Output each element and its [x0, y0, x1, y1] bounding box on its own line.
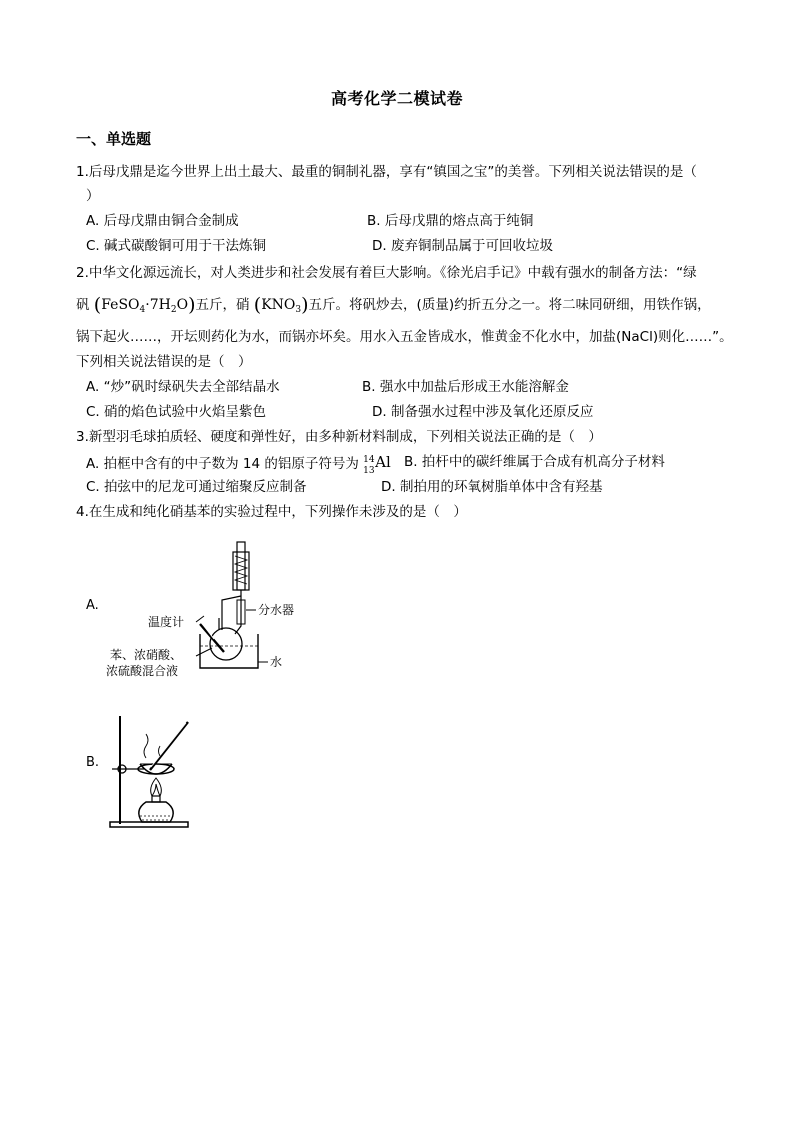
ring-stand-base — [110, 822, 188, 827]
question-4-option-b-label[interactable]: B. — [86, 755, 100, 770]
glass-rod — [150, 722, 188, 770]
alcohol-lamp — [139, 802, 173, 822]
question-2-stem-line4: 下列相关说法错误的是（ ） — [76, 354, 252, 370]
question-2-option-d[interactable]: D. 制备强水过程中涉及氧化还原反应 — [372, 404, 594, 420]
evaporation-apparatus-diagram — [104, 712, 204, 832]
separator-label: 分水器 — [258, 603, 295, 617]
question-2-stem-line2-rest: 五斤。将矾炒去，(质量)约折五分之一。将二味同研细，用铁作锅， — [308, 297, 711, 313]
question-2-option-a[interactable]: A. “炒”矾时绿矾失去全部结晶水 — [86, 379, 280, 395]
question-2-option-c[interactable]: C. 硝的焰色试验中火焰呈紫色 — [86, 404, 267, 420]
mixture-label-1: 苯、浓硝酸、 — [110, 648, 183, 662]
alum-text: 矾 — [76, 297, 90, 313]
question-2-option-b[interactable]: B. 强水中加盐后形成王水能溶解金 — [362, 379, 569, 395]
question-2-stem-line3: 锅下起火……，开坛则药化为水，而锅亦坏矣。用水入五金皆成水，惟黄金不化水中，加盐(NaCl)则化……”。 — [76, 329, 733, 345]
question-2-stem: 2.中华文化源远流长，对人类进步和社会发展有着巨大影响。《徐光启手记》中载有强水的制备方法：“绿 — [76, 265, 697, 281]
question-3-option-b[interactable]: B. 拍杆中的碳纤维属于合成有机高分子材料 — [404, 454, 665, 470]
question-3-option-c[interactable]: C. 拍弦中的尼龙可通过缩聚反应制备 — [86, 479, 307, 495]
question-1-option-d[interactable]: D. 废弃铜制品属于可回收垃圾 — [372, 238, 553, 254]
round-bottom-flask — [210, 628, 242, 660]
question-3-option-a-text: A. 拍框中含有的中子数为 14 的铝原子符号为 — [86, 456, 359, 472]
water-label: 水 — [270, 655, 283, 669]
mixture-label-2: 浓硫酸混合液 — [106, 664, 179, 678]
question-4-stem: 4.在生成和纯化硝基苯的实验过程中，下列操作未涉及的是（ ） — [76, 504, 467, 520]
question-3-stem: 3.新型羽毛球拍质轻、硬度和弹性好，由多种新材料制成，下列相关说法正确的是（ ） — [76, 429, 602, 445]
water-separator-arm — [222, 596, 241, 630]
aluminum-nuclide-symbol: 14 13 Al — [363, 453, 391, 476]
water-bath — [200, 634, 258, 668]
question-4-option-a-label[interactable]: A. — [86, 598, 99, 613]
page-title: 高考化学二模试卷 — [330, 89, 463, 108]
question-1-stem-cont: ） — [86, 188, 100, 204]
question-1-option-b[interactable]: B. 后母戊鼎的熔点高于纯铜 — [367, 213, 534, 229]
thermometer-label: 温度计 — [148, 615, 185, 629]
flame — [151, 778, 162, 796]
question-2-stem-line2 — [76, 295, 711, 320]
question-1-option-a[interactable]: A. 后母戊鼎由铜合金制成 — [86, 213, 239, 229]
question-3-option-d[interactable]: D. 制拍用的环氧树脂单体中含有羟基 — [381, 479, 603, 495]
thermometer — [200, 624, 224, 652]
section-heading: 一、单选题 — [76, 130, 152, 148]
question-1-stem: 1.后母戊鼎是迄今世界上出土最大、最重的铜制礼器，享有“镇国之宝”的美誉。下列相关说法错误的是（ — [76, 164, 697, 180]
question-1-option-c[interactable]: C. 碱式碳酸铜可用于干法炼铜 — [86, 238, 267, 254]
fe-formula: $(FeSO_4\cdot 7H_2O)$ — [93, 294, 196, 316]
kno3-formula: $(KNO_3)$ — [253, 294, 309, 316]
saltpeter-text: 五斤，硝 — [195, 297, 250, 313]
question-3-option-a[interactable] — [86, 452, 397, 474]
nitration-apparatus-diagram — [100, 538, 310, 688]
